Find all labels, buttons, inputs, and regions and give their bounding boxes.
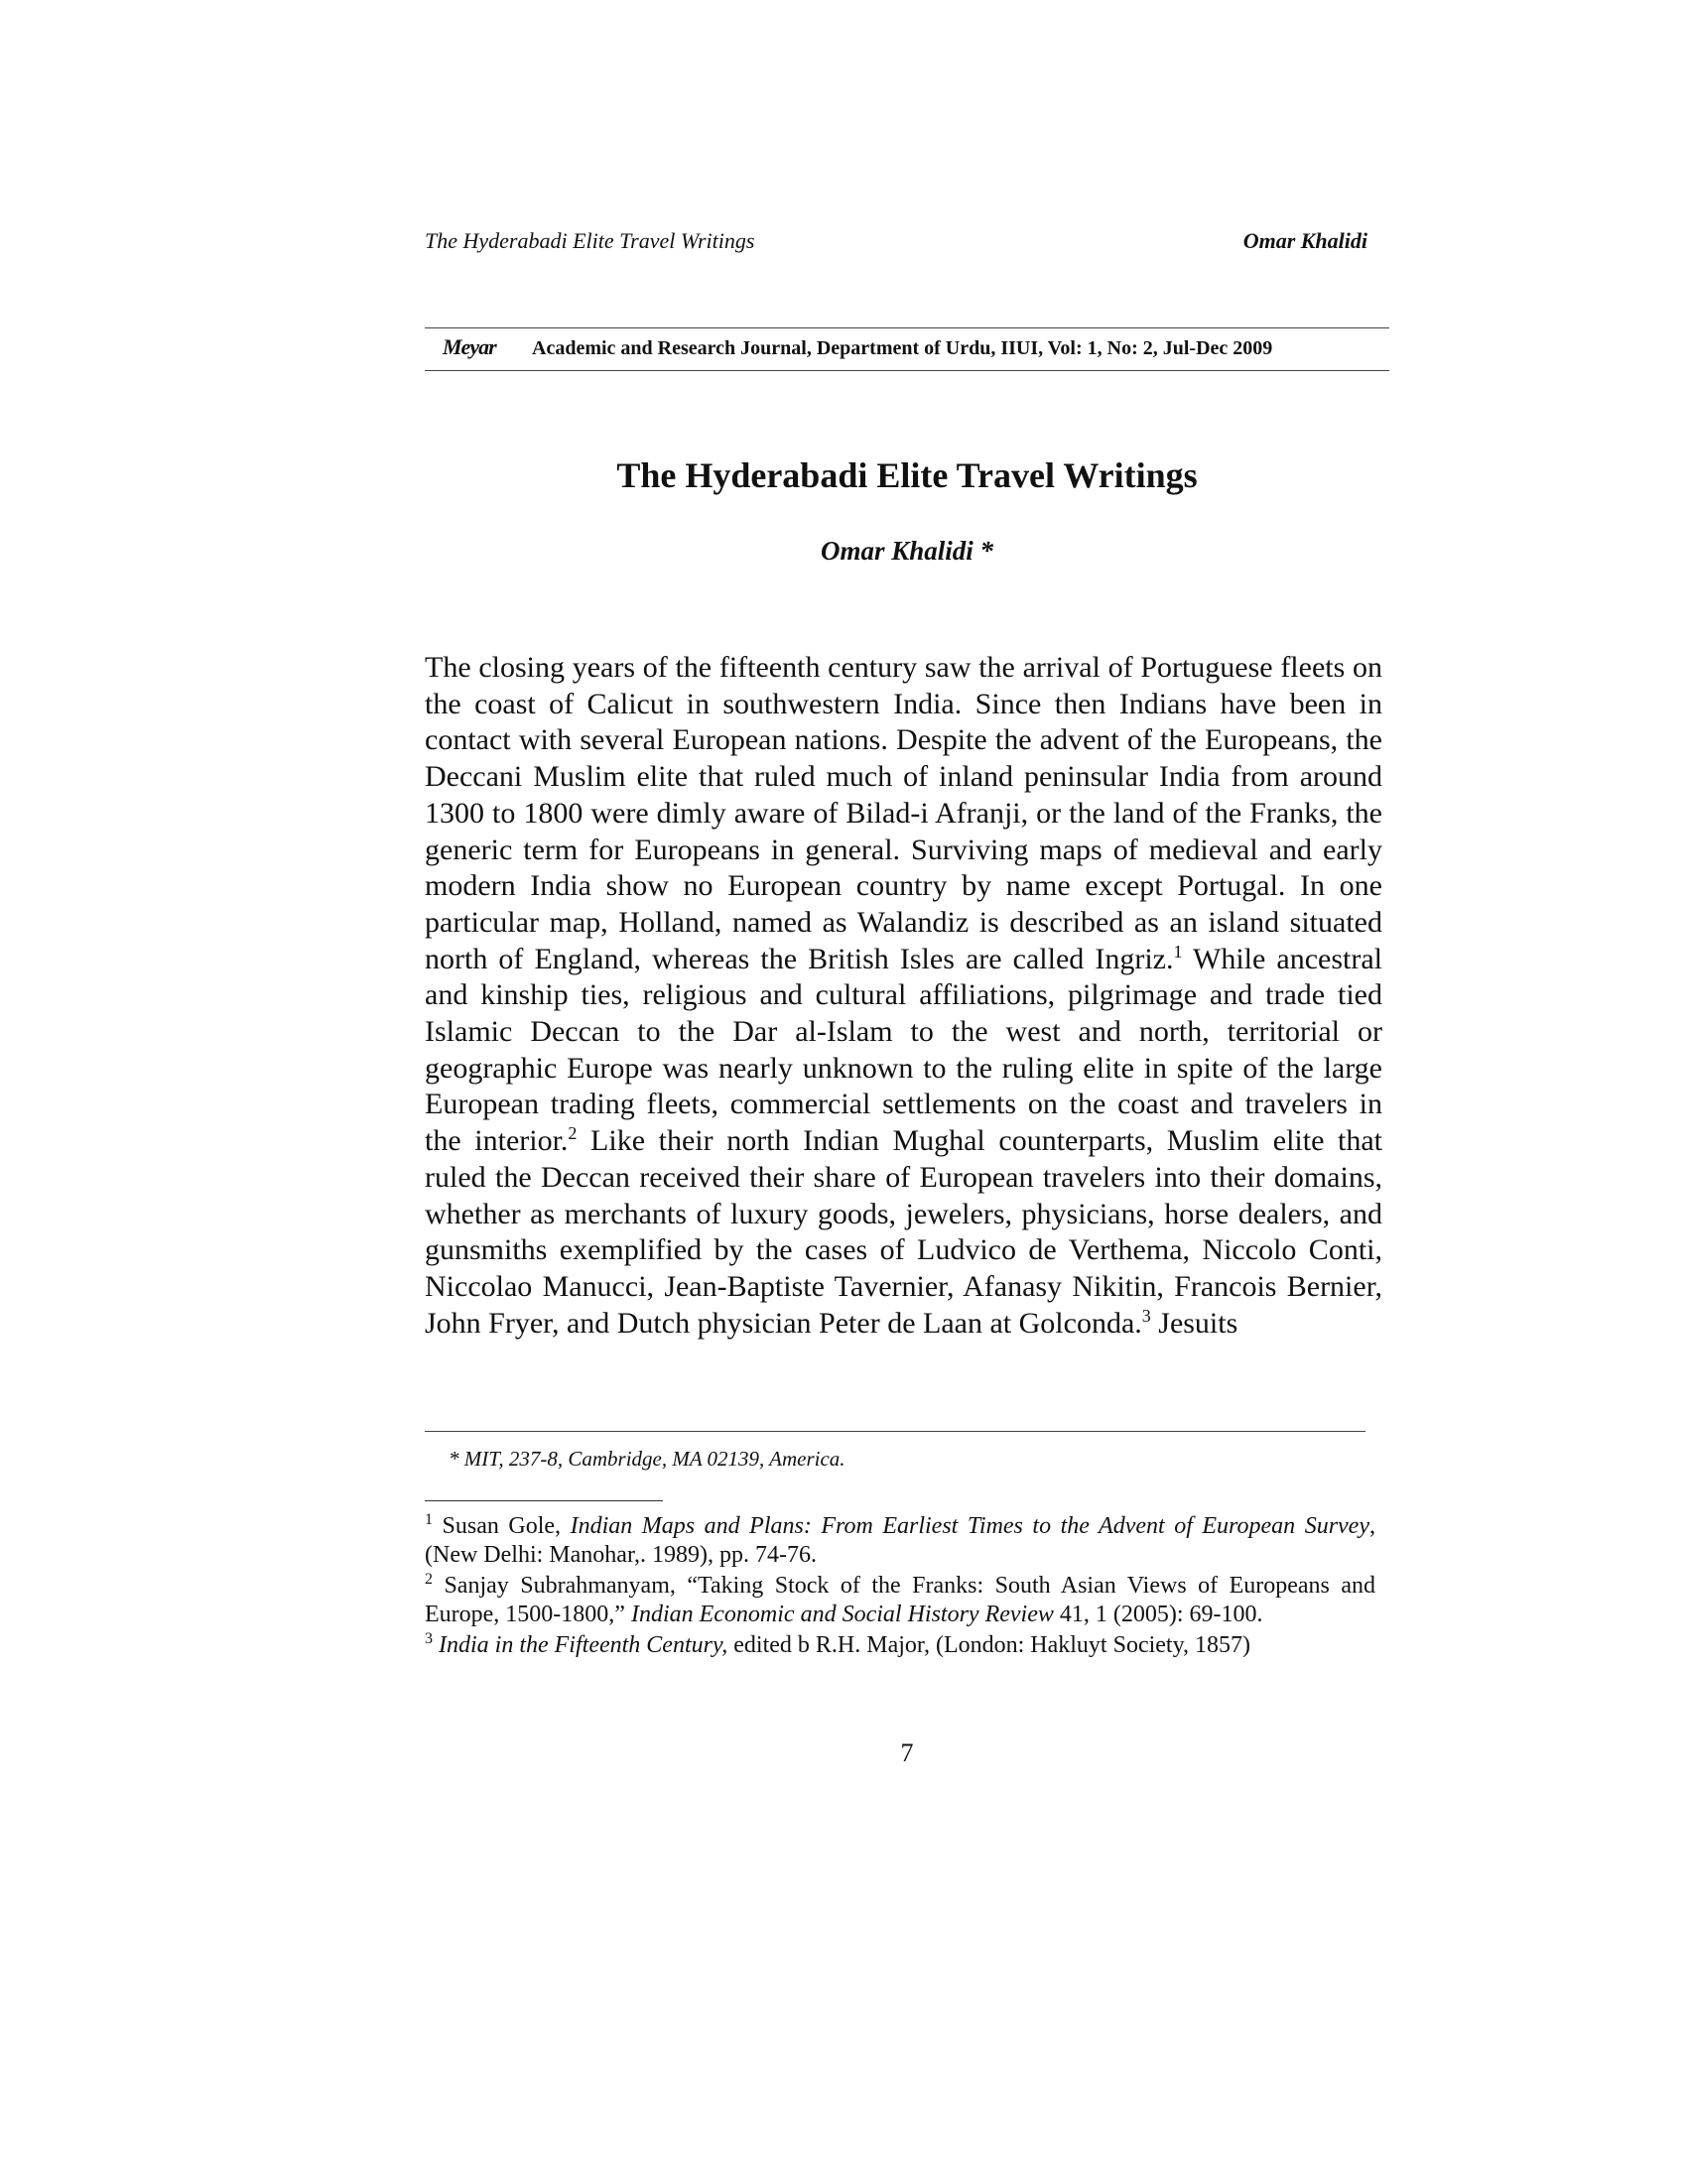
footnote-3 [425, 1631, 1375, 1660]
footnote-text: edited b R.H. Major, (London: Hakluyt Society, 1857) [727, 1632, 1251, 1658]
author-affiliation: * MIT, 237-8, Cambridge, MA 02139, America. [449, 1447, 845, 1471]
footnote-title: Indian Economic and Social History Review [630, 1602, 1054, 1627]
footnote-title: India in the Fifteenth Century, [439, 1632, 728, 1658]
body-text-part-2: While ancestral and kinship ties, religious and cultural affiliations, pilgrimage and trade tied Islamic Deccan to the Dar al-Islam to the west and north, territorial or geographic Europe was nearly unknown to the ruling elite in spite of the large European trading fleets, commercial settlements on the coast and travelers in the interior. [425, 942, 1382, 1158]
footnote-title: Indian Maps and Plans: From Earliest Times to the Advent of European Survey [570, 1513, 1369, 1539]
footnote-divider [425, 1500, 663, 1501]
body-paragraph [425, 650, 1382, 1342]
footnote-2 [425, 1572, 1375, 1629]
journal-citation: Academic and Research Journal, Department of Urdu, IIUI, Vol: 1, No: 2, Jul-Dec 2009 [532, 337, 1273, 359]
footnote-mark: 1 [425, 1511, 433, 1528]
article-author: Omar Khalidi * [820, 536, 994, 566]
body-text-part-4: Jesuits [1150, 1306, 1238, 1340]
journal-strip [425, 327, 1389, 371]
footnote-ref-1[interactable]: 1 [1173, 941, 1183, 962]
footnote-text: , (New Delhi: Manohar,. 1989), pp. 74-76. [425, 1513, 1375, 1568]
footnotes [425, 1512, 1375, 1662]
page-number: 7 [900, 1738, 914, 1767]
affiliation-divider [425, 1431, 1365, 1432]
body-text-part-3: Like their north Indian Mughal counterparts, Muslim elite that ruled the Deccan received their share of European travelers into their domains, whether as merchants of luxury goods, jewelers, physicians, horse dealers, and gunsmiths exemplified by the cases of Ludvico de Verthema, Niccolo Conti, Niccolao Manucci, Jean-Baptiste Tavernier, Afanasy Nikitin, Francois Bernier, John Fryer, and Dutch physician Peter de Laan at Golconda. [425, 1124, 1382, 1340]
footnote-text: Sanjay Subrahmanyam, “Taking Stock of the Franks: South Asian Views of Europeans and Europe, 1500-1800,” [425, 1573, 1375, 1627]
running-header-title: The Hyderabadi Elite Travel Writings [425, 228, 755, 253]
footnote-ref-3[interactable]: 3 [1141, 1305, 1151, 1326]
running-header [425, 228, 1367, 262]
footnote-mark: 3 [425, 1630, 433, 1647]
footnote-1 [425, 1512, 1375, 1570]
running-header-author: Omar Khalidi [1242, 228, 1367, 253]
body-text-part-1: The closing years of the fifteenth century saw the arrival of Portuguese fleets on the coast of Calicut in southwestern India. Since then Indians have been in contact with several European nations. Despite the advent of the Europeans, the Deccani Muslim elite that ruled much of inland peninsular India from around 1300 to 1800 were dimly aware of Bilad-i Afranji, or the land of the Franks, the generic term for Europeans in general. Surviving maps of medieval and early modern India show no European country by name except Portugal. In one particular map, Holland, named as Walandiz is described as an island situated north of England, whereas the British Isles are called Ingriz. [425, 651, 1382, 975]
journal-logo: Meyar [443, 334, 496, 359]
article-title: The Hyderabadi Elite Travel Writings [616, 455, 1198, 495]
footnote-mark: 2 [425, 1571, 433, 1588]
footnote-text: Susan Gole, [433, 1513, 571, 1539]
footnote-text: 41, 1 (2005): 69-100. [1053, 1602, 1263, 1627]
footnote-ref-2[interactable]: 2 [568, 1123, 578, 1144]
